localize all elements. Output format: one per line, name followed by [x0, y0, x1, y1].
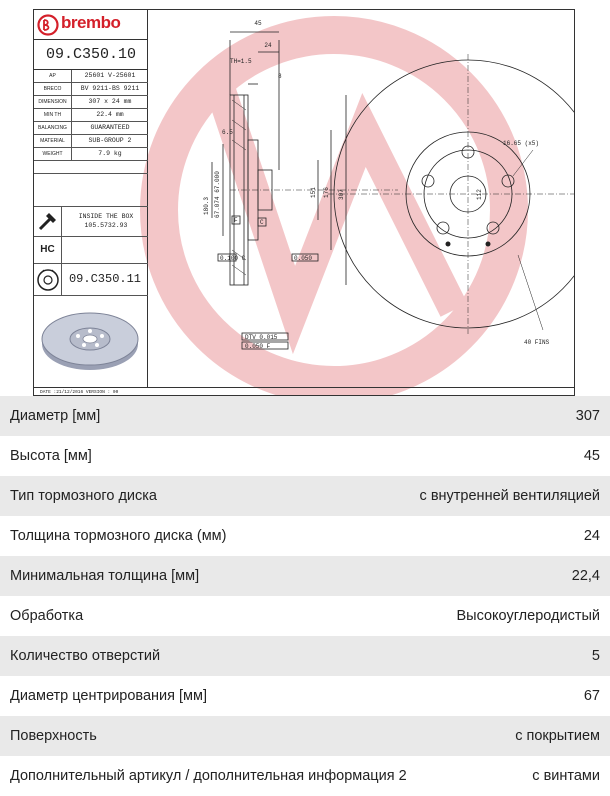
dim-holes: 16.65 (x5) — [503, 140, 540, 147]
spec-value: 67 — [583, 688, 600, 704]
spec-value: 5 — [591, 648, 600, 664]
alt-part-number: 09.C350.11 — [68, 272, 141, 286]
tol-dtv: DTV 0.015 — [245, 334, 278, 341]
spec-value: 307 x 24 mm — [88, 98, 132, 105]
spec-value: 22,4 — [571, 568, 600, 584]
spec-key: BRECO — [34, 83, 72, 95]
spec-label: Минимальная толщина [мм] — [10, 568, 200, 584]
datum-c: C — [260, 219, 264, 226]
spec-label: Поверхность — [10, 728, 97, 744]
spec-label: Количество отверстий — [10, 648, 161, 664]
spec-key: WEIGHT — [34, 148, 72, 160]
spec-value: с покрытием — [515, 728, 600, 744]
spec-value: с винтами — [532, 768, 600, 784]
dim-d67: 67.074 67.000 — [214, 171, 221, 218]
dim-offset: 6.5 — [222, 129, 233, 136]
spec-table-row — [0, 436, 610, 476]
dim-d180: 180.3 — [203, 196, 210, 215]
dim-fins: 40 FINS — [524, 339, 550, 346]
spec-table-row — [0, 636, 610, 676]
spec-blank-row — [34, 174, 148, 207]
tol-flatness: 0.050 F — [245, 343, 271, 350]
spec-value: SUB-GROUP 2 — [88, 137, 132, 144]
spec-label: Тип тормозного диска — [10, 488, 157, 504]
spec-key: BALANCING — [34, 122, 72, 134]
spec-label: Дополнительный артикул / дополнительная информация 2 — [10, 768, 407, 784]
spec-table-row — [0, 596, 610, 636]
spec-row — [34, 83, 148, 96]
spec-value: 45 — [583, 448, 600, 464]
screw-icon — [34, 207, 62, 236]
spec-value: 25601 V-25601 — [84, 72, 136, 79]
spec-table-row — [0, 756, 610, 796]
disc-drawing — [148, 10, 575, 387]
spec-row — [34, 122, 148, 135]
spec-table-row — [0, 556, 610, 596]
spec-key: DIMENSION — [34, 96, 72, 108]
alt-part-row — [34, 264, 148, 296]
spec-table-row — [0, 396, 610, 436]
spec-row — [34, 70, 148, 83]
spec-table-row — [0, 516, 610, 556]
technical-drawing — [33, 9, 575, 396]
brand-logo — [34, 10, 148, 40]
dim-width-total: 45 — [254, 20, 262, 27]
dim-width-disc: 24 — [264, 42, 272, 49]
disc-thumbnail-image — [40, 306, 140, 376]
spec-key: MATERIAL — [34, 135, 72, 147]
spec-label: Высота [мм] — [10, 448, 92, 464]
disc-variant-icon — [34, 264, 62, 295]
spec-row — [34, 135, 148, 148]
inside-box-row — [34, 207, 148, 237]
spec-value: 307 — [575, 408, 600, 424]
specifications-table — [0, 396, 610, 796]
spec-table-row — [0, 716, 610, 756]
dim-hub: 8 — [278, 73, 282, 80]
spec-value: BV 9211-BS 9211 — [80, 85, 140, 92]
tol-runout: 0.100 C — [220, 255, 246, 262]
spec-value: с внутренней вентиляцией — [419, 488, 600, 504]
spec-value: GUARANTEED — [90, 124, 130, 131]
spec-key: MIN TH — [34, 109, 72, 121]
spec-blank-row — [34, 161, 148, 174]
spec-value: Высокоуглеродистый — [456, 608, 600, 624]
dim-th: TH=1.5 — [230, 58, 252, 65]
inside-box-code: 105.5732.93 — [84, 222, 128, 229]
spec-key: AP — [34, 70, 72, 82]
dim-d176: 176 — [323, 187, 330, 198]
datum-f: F — [234, 217, 238, 224]
brand-name: brembo — [61, 13, 121, 32]
spec-label: Обработка — [10, 608, 84, 624]
spec-label: Диаметр [мм] — [10, 408, 101, 424]
part-number: 09.C350.10 — [34, 40, 148, 70]
dim-d151: 151 — [310, 187, 317, 198]
spec-row — [34, 148, 148, 161]
spec-label: Диаметр центрирования [мм] — [10, 688, 208, 704]
spec-value: 24 — [583, 528, 600, 544]
hc-row — [34, 237, 148, 264]
hc-icon: HC — [34, 237, 62, 263]
spec-row — [34, 109, 148, 122]
date-version: DATE :21/12/2016 VERSION : 00 — [34, 387, 575, 396]
spec-table-row — [0, 676, 610, 716]
spec-label: Толщина тормозного диска (мм) — [10, 528, 227, 544]
brembo-logo-icon — [37, 14, 59, 36]
tol-parallel: 0.050 — [294, 255, 313, 262]
spec-table-row — [0, 476, 610, 516]
dim-pcd: 112 — [476, 189, 483, 200]
spec-panel — [34, 10, 148, 387]
dim-d307: 307 — [338, 189, 345, 200]
spec-row — [34, 96, 148, 109]
inside-box-label: INSIDE THE BOX — [78, 213, 134, 220]
spec-value: 22.4 mm — [96, 111, 124, 118]
spec-value: 7.9 kg — [98, 150, 122, 157]
